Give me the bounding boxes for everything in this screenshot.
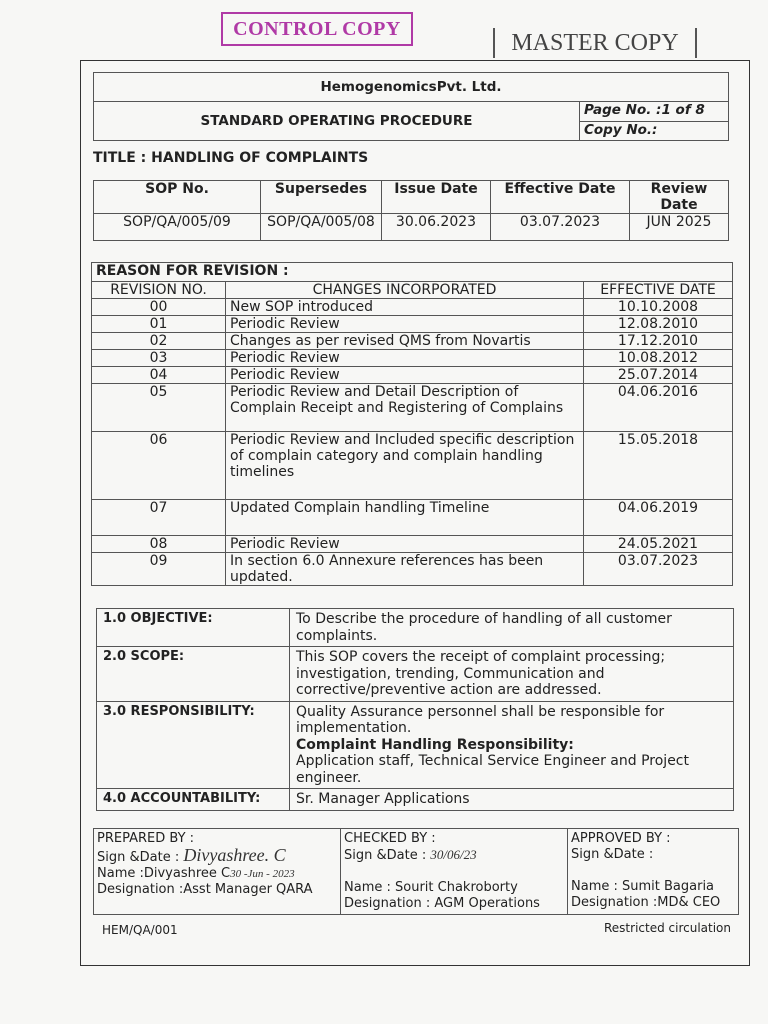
revision-change: New SOP introduced: [226, 299, 584, 316]
control-copy-stamp: CONTROL COPY: [221, 12, 413, 46]
revision-date: 24.05.2021: [584, 536, 733, 553]
revision-no: 05: [92, 384, 226, 432]
table-row: [92, 500, 733, 536]
approved-designation: Designation :MD& CEO: [571, 895, 721, 910]
master-copy-stamp: MASTER COPY: [493, 28, 697, 58]
revision-no: 00: [92, 299, 226, 316]
checked-by-cell: [341, 829, 568, 915]
responsibility-cell: [290, 701, 734, 789]
revision-change: Periodic Review and Included specific description of complain category and complain handling timelines: [226, 432, 584, 500]
revision-no: 09: [92, 553, 226, 586]
prepared-signature: Divyashree. C: [183, 845, 286, 865]
checked-heading: CHECKED BY :: [344, 831, 436, 846]
revision-change: Periodic Review: [226, 367, 584, 384]
prepared-date: 30 -Jun - 2023: [230, 868, 295, 880]
signoff-table: [93, 828, 739, 915]
checked-sign-label: Sign &Date :: [344, 848, 427, 863]
revision-no: 04: [92, 367, 226, 384]
document-title: TITLE : HANDLING OF COMPLAINTS: [93, 150, 369, 166]
objective-text: To Describe the procedure of handling of all customer complaints.: [290, 609, 734, 647]
table-row: [92, 316, 733, 333]
table-row: [92, 367, 733, 384]
prepared-designation: Designation :Asst Manager QARA: [97, 882, 313, 897]
table-row: [92, 333, 733, 350]
meta-header-issue-date: Issue Date: [382, 181, 491, 214]
revision-change: Periodic Review: [226, 536, 584, 553]
meta-header-effective-date: Effective Date: [491, 181, 630, 214]
scope-label: 2.0 SCOPE:: [97, 647, 290, 702]
responsibility-subheading: Complaint Handling Responsibility:: [296, 736, 574, 753]
revision-date: 10.10.2008: [584, 299, 733, 316]
prepared-name: Name :Divyashree C: [97, 866, 231, 881]
revision-heading: REASON FOR REVISION :: [92, 263, 733, 282]
revision-no: 03: [92, 350, 226, 367]
page-number: Page No. :1 of 8: [580, 102, 729, 122]
responsibility-label: 3.0 RESPONSIBILITY:: [97, 701, 290, 789]
table-row: [92, 432, 733, 500]
header-table: [93, 72, 729, 141]
scope-text: This SOP covers the receipt of complaint processing; investigation, trending, Communication and corrective/preventive action are addressed.: [290, 647, 734, 702]
revision-change: Periodic Review: [226, 350, 584, 367]
table-row: [92, 553, 733, 586]
revision-change: In section 6.0 Annexure references has been updated.: [226, 553, 584, 586]
meta-review-date: JUN 2025: [630, 214, 729, 241]
checked-date: 30/06/23: [430, 847, 477, 862]
table-row: [92, 299, 733, 316]
meta-supersedes: SOP/QA/005/08: [261, 214, 382, 241]
revision-col-date: EFFECTIVE DATE: [584, 282, 733, 299]
prepared-name-row: [97, 866, 337, 882]
revision-no: 01: [92, 316, 226, 333]
sections-table: [96, 608, 734, 811]
meta-issue-date: 30.06.2023: [382, 214, 491, 241]
accountability-label: 4.0 ACCOUNTABILITY:: [97, 789, 290, 811]
checked-designation: Designation : AGM Operations: [344, 896, 540, 911]
prepared-sign-label: Sign &Date :: [97, 850, 180, 865]
prepared-heading: PREPARED BY :: [97, 831, 195, 846]
revision-no: 08: [92, 536, 226, 553]
revision-change: Periodic Review and Detail Description of Complain Receipt and Registering of Complains: [226, 384, 584, 432]
sop-meta-table: [93, 180, 729, 241]
company-name: HemogenomicsPvt. Ltd.: [94, 73, 729, 102]
prepared-by-cell: [94, 829, 341, 915]
revision-table: [91, 262, 733, 586]
approved-by-cell: [568, 829, 739, 915]
revision-date: 17.12.2010: [584, 333, 733, 350]
meta-sop-no: SOP/QA/005/09: [94, 214, 261, 241]
responsibility-subtext: Application staff, Technical Service Engineer and Project engineer.: [296, 753, 689, 786]
approved-heading: APPROVED BY :: [571, 831, 671, 846]
doc-type: STANDARD OPERATING PROCEDURE: [94, 102, 580, 141]
revision-col-no: REVISION NO.: [92, 282, 226, 299]
copy-number: Copy No.:: [580, 121, 729, 141]
meta-header-sop-no: SOP No.: [94, 181, 261, 214]
accountability-text: Sr. Manager Applications: [290, 789, 734, 811]
table-row: [92, 536, 733, 553]
revision-change: Periodic Review: [226, 316, 584, 333]
prepared-sign-row: [97, 847, 337, 866]
responsibility-text: Quality Assurance personnel shall be responsible for implementation.: [296, 703, 665, 736]
revision-date: 04.06.2019: [584, 500, 733, 536]
revision-date: 10.08.2012: [584, 350, 733, 367]
revision-no: 06: [92, 432, 226, 500]
approved-sign-label: Sign &Date :: [571, 847, 654, 862]
revision-date: 12.08.2010: [584, 316, 733, 333]
approved-name: Name : Sumit Bagaria: [571, 879, 715, 894]
document-code: HEM/QA/001: [102, 923, 178, 937]
objective-label: 1.0 OBJECTIVE:: [97, 609, 290, 647]
meta-effective-date: 03.07.2023: [491, 214, 630, 241]
revision-change: Updated Complain handling Timeline: [226, 500, 584, 536]
revision-date: 04.06.2016: [584, 384, 733, 432]
revision-no: 07: [92, 500, 226, 536]
revision-change: Changes as per revised QMS from Novartis: [226, 333, 584, 350]
revision-no: 02: [92, 333, 226, 350]
revision-col-changes: CHANGES INCORPORATED: [226, 282, 584, 299]
circulation-note: Restricted circulation: [604, 921, 732, 935]
checked-sign-row: [344, 847, 564, 864]
revision-date: 15.05.2018: [584, 432, 733, 500]
table-row: [92, 384, 733, 432]
table-row: [92, 350, 733, 367]
meta-header-review-date: Review Date: [630, 181, 729, 214]
revision-date: 25.07.2014: [584, 367, 733, 384]
revision-date: 03.07.2023: [584, 553, 733, 586]
meta-header-supersedes: Supersedes: [261, 181, 382, 214]
checked-name: Name : Sourit Chakroborty: [344, 880, 518, 895]
